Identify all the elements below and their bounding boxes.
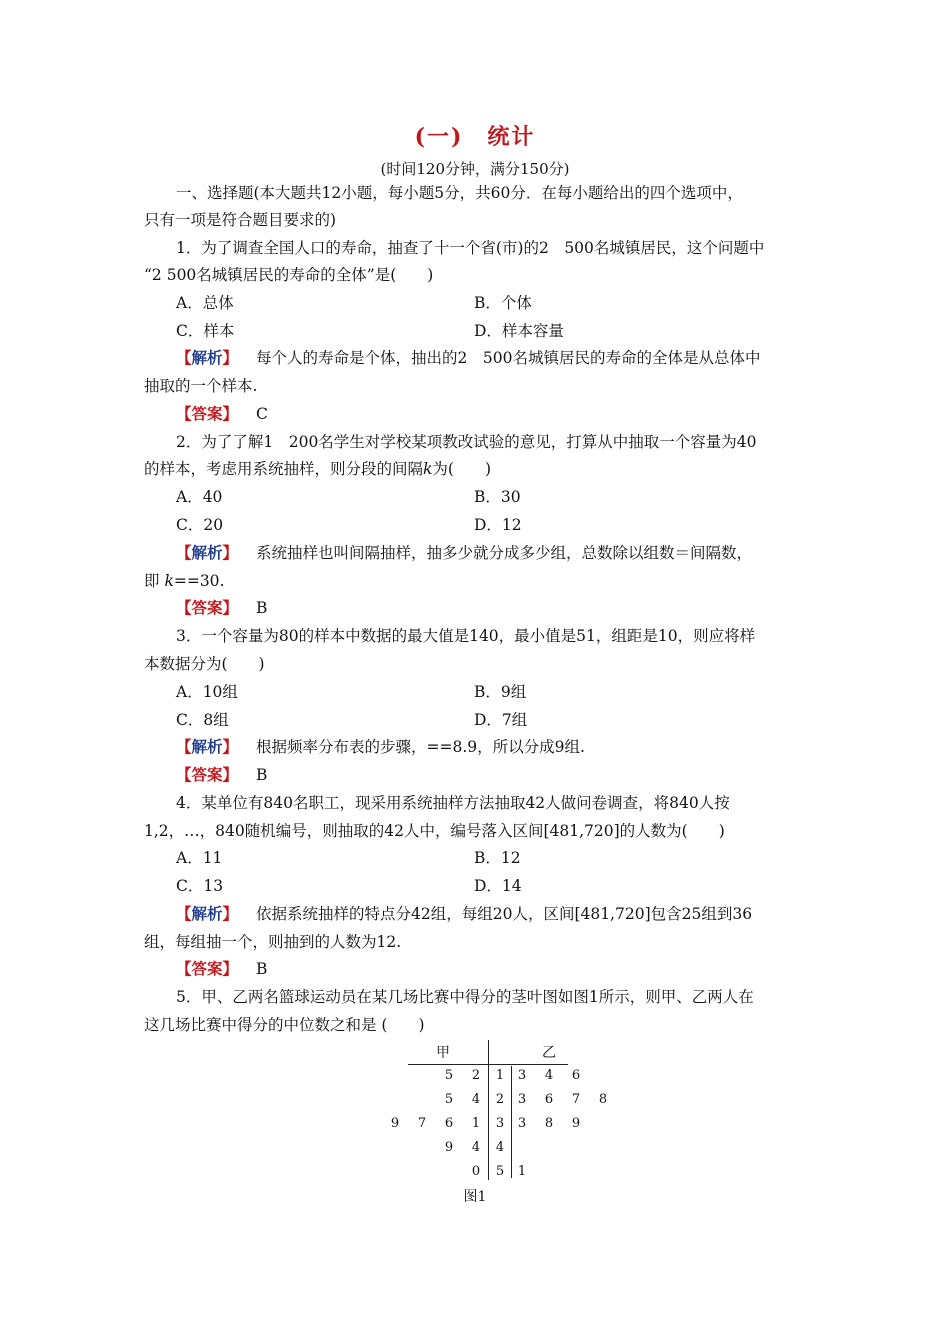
left-leaf: 5 bbox=[444, 1068, 454, 1083]
section-instruction-cont: 只有一项是符合题目要求的) bbox=[144, 211, 337, 229]
question-4-stem: 4．某单位有840名职工，现采用系统抽样方法抽取42人做问卷调查，将840人按 bbox=[176, 794, 730, 812]
question-4-answer: 【答案】 B bbox=[176, 959, 268, 978]
question-4-analysis: 【解析】 依据系统抽样的特点分42组，每组20人，区间[481,720]包含25组到36 bbox=[176, 904, 753, 923]
page-subtitle: (时间120分钟，满分150分) bbox=[380, 160, 570, 178]
page-title: (一) 统计 bbox=[414, 124, 536, 150]
analysis-tag: 【解析】 bbox=[176, 543, 239, 562]
question-2-stem-cont: 的样本，考虑用系统抽样，则分段的间隔k为( ) bbox=[144, 460, 492, 478]
question-1-option-b: B．个体 bbox=[474, 294, 532, 312]
right-leaf: 6 bbox=[544, 1092, 554, 1107]
section-instruction: 一、选择题(本大题共12小题，每小题5分，共60分．在每小题给出的四个选项中， bbox=[176, 184, 743, 202]
left-leaf: 5 bbox=[444, 1092, 454, 1107]
left-leaf: 6 bbox=[444, 1116, 454, 1131]
question-4-option-c: C．13 bbox=[176, 877, 224, 895]
right-leaf: 4 bbox=[544, 1068, 554, 1083]
figure-caption: 图1 bbox=[463, 1189, 487, 1205]
right-leaf: 7 bbox=[571, 1092, 581, 1107]
right-leaf: 6 bbox=[571, 1068, 581, 1083]
question-3-stem: 3．一个容量为80的样本中数据的最大值是140，最小值是51，组距是10，则应将样 bbox=[176, 627, 756, 645]
question-2-answer: 【答案】 B bbox=[176, 598, 268, 617]
question-3-analysis: 【解析】 根据频率分布表的步骤，==8.9，所以分成9组. bbox=[176, 737, 585, 756]
analysis-tag: 【解析】 bbox=[176, 737, 239, 756]
answer-tag: 【答案】 bbox=[176, 404, 239, 423]
stem-value: 5 bbox=[495, 1164, 505, 1179]
question-4-stem-cont: 1,2，…，840随机编号，则抽取的42人中，编号落入区间[481,720]的人数为( ) bbox=[144, 822, 725, 840]
answer-tag: 【答案】 bbox=[176, 959, 239, 978]
question-2-option-a: A．40 bbox=[176, 488, 223, 506]
question-1-option-c: C．样本 bbox=[176, 322, 235, 340]
left-leaf: 7 bbox=[417, 1116, 427, 1131]
right-leaf: 8 bbox=[544, 1116, 554, 1131]
left-leaf: 9 bbox=[444, 1140, 454, 1155]
stem-value: 1 bbox=[495, 1068, 505, 1083]
left-leaf: 0 bbox=[471, 1164, 481, 1179]
stem-value: 3 bbox=[495, 1116, 505, 1131]
left-leaf: 4 bbox=[471, 1092, 481, 1107]
question-1-option-d: D．样本容量 bbox=[474, 322, 564, 340]
question-1-option-a: A．总体 bbox=[176, 294, 234, 312]
left-leaf: 1 bbox=[471, 1116, 481, 1131]
question-3-option-a: A．10组 bbox=[176, 683, 238, 701]
question-4-option-a: A．11 bbox=[176, 849, 223, 867]
question-4-option-b: B．12 bbox=[474, 849, 521, 867]
answer-tag: 【答案】 bbox=[176, 598, 239, 617]
question-2-option-d: D．12 bbox=[474, 516, 522, 534]
question-1-answer: 【答案】 C bbox=[176, 404, 268, 423]
question-3-option-c: C．8组 bbox=[176, 711, 229, 729]
left-header: 甲 bbox=[436, 1045, 450, 1061]
question-2-stem: 2．为了了解1 200名学生对学校某项教改试验的意见，打算从中抽取一个容量为40 bbox=[176, 433, 757, 451]
question-2-analysis-cont: 即 k==30. bbox=[144, 572, 225, 590]
right-header: 乙 bbox=[542, 1045, 556, 1061]
analysis-tag: 【解析】 bbox=[176, 904, 239, 923]
question-1-stem-cont: “2 500名城镇居民的寿命的全体”是( ) bbox=[144, 266, 434, 284]
stem-leaf-diagram bbox=[390, 1040, 610, 1190]
stem-value: 4 bbox=[495, 1140, 505, 1155]
question-5-stem: 5．甲、乙两名篮球运动员在某几场比赛中得分的茎叶图如图1所示，则甲、乙两人在 bbox=[176, 988, 754, 1006]
left-leaf: 9 bbox=[390, 1116, 400, 1131]
right-leaf: 8 bbox=[598, 1092, 608, 1107]
question-1-stem: 1．为了调查全国人口的寿命，抽查了十一个省(市)的2 500名城镇居民，这个问题中 bbox=[176, 239, 765, 257]
question-4-analysis-cont: 组，每组抽一个，则抽到的人数为12. bbox=[144, 933, 402, 951]
stem-value: 2 bbox=[495, 1092, 505, 1107]
left-leaf: 2 bbox=[471, 1068, 481, 1083]
stem-divider-left bbox=[488, 1040, 489, 1180]
answer-tag: 【答案】 bbox=[176, 765, 239, 784]
question-1-analysis: 【解析】 每个人的寿命是个体，抽出的2 500名城镇居民的寿命的全体是从总体中 bbox=[176, 348, 761, 367]
question-2-option-c: C．20 bbox=[176, 516, 224, 534]
question-3-option-b: B．9组 bbox=[474, 683, 527, 701]
right-leaf: 9 bbox=[571, 1116, 581, 1131]
left-leaf: 4 bbox=[471, 1140, 481, 1155]
question-2-analysis: 【解析】 系统抽样也叫间隔抽样，抽多少就分成多少组，总数除以组数＝间隔数， bbox=[176, 543, 753, 562]
right-leaf: 1 bbox=[517, 1164, 527, 1179]
right-leaf: 3 bbox=[517, 1092, 527, 1107]
question-3-option-d: D．7组 bbox=[474, 711, 528, 729]
question-5-stem-cont: 这几场比赛中得分的中位数之和是 ( ) bbox=[144, 1016, 425, 1034]
right-leaf: 3 bbox=[517, 1116, 527, 1131]
right-leaf: 3 bbox=[517, 1068, 527, 1083]
question-1-analysis-cont: 抽取的一个样本. bbox=[144, 377, 258, 395]
question-4-option-d: D．14 bbox=[474, 877, 522, 895]
question-2-option-b: B．30 bbox=[474, 488, 521, 506]
question-3-answer: 【答案】 B bbox=[176, 765, 268, 784]
analysis-tag: 【解析】 bbox=[176, 348, 239, 367]
question-3-stem-cont: 本数据分为( ) bbox=[144, 655, 265, 673]
